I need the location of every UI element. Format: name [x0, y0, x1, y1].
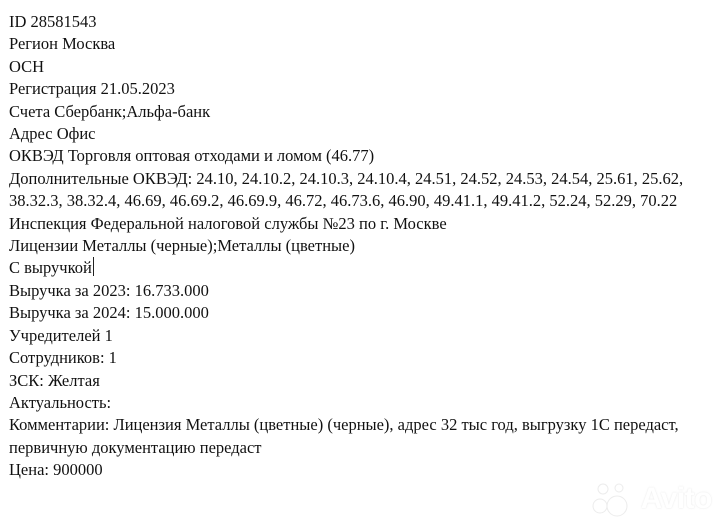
doc-line-zsk: ЗСК: Желтая	[9, 370, 100, 390]
doc-line-tax-system: ОСН	[9, 56, 45, 76]
doc-line-registration: Регистрация 21.05.2023	[9, 79, 175, 99]
doc-line-employees: Сотрудников: 1	[9, 348, 117, 368]
doc-line-comments: Комментарии: Лицензия Металлы (цветные) (черные), адрес 32 тыс год, выгрузку 1С передаст, первичную документацию передаст	[9, 415, 679, 457]
text-cursor	[93, 257, 94, 276]
avito-dots-icon	[591, 479, 635, 519]
doc-line-founders: Учредителей 1	[9, 325, 113, 345]
doc-line-address: Адрес Офис	[9, 124, 96, 144]
doc-line-licenses: Лицензии Металлы (черные);Металлы (цветные)	[9, 236, 355, 256]
doc-line-extra-okved: Дополнительные ОКВЭД: 24.10, 24.10.2, 24.10.3, 24.10.4, 24.51, 24.52, 24.53, 24.54, 25.61, 25.62, 38.32.3, 38.32.4, 46.69, 46.69.2, 46.69.9, 46.72, 46.73.6, 46.90, 49.41.1, 49.41.2, 52.24, 52.29, 70.22	[9, 168, 684, 211]
revenue-flag-text: С выручкой	[9, 258, 92, 278]
doc-line-price: Цена: 900000	[9, 460, 103, 480]
doc-line-accounts: Счета Сбербанк;Альфа-банк	[9, 101, 211, 121]
doc-line-relevance: Актуальность:	[9, 392, 112, 412]
document-text	[9, 11, 709, 482]
doc-line-revenue-2023: Выручка за 2023: 16.733.000	[9, 280, 209, 300]
doc-line-inspection: Инспекция Федеральной налоговой службы №23 по г. Москве	[9, 213, 447, 233]
doc-line-okved: ОКВЭД Торговля оптовая отходами и ломом (46.77)	[9, 146, 375, 166]
doc-line-id: ID 28581543	[9, 12, 97, 31]
doc-line-revenue-flag[interactable]	[9, 257, 709, 279]
doc-line-revenue-2024: Выручка за 2024: 15.000.000	[9, 303, 209, 323]
avito-watermark	[591, 479, 712, 519]
doc-line-region: Регион Москва	[9, 34, 116, 54]
avito-logo-text: Avito	[640, 482, 712, 515]
